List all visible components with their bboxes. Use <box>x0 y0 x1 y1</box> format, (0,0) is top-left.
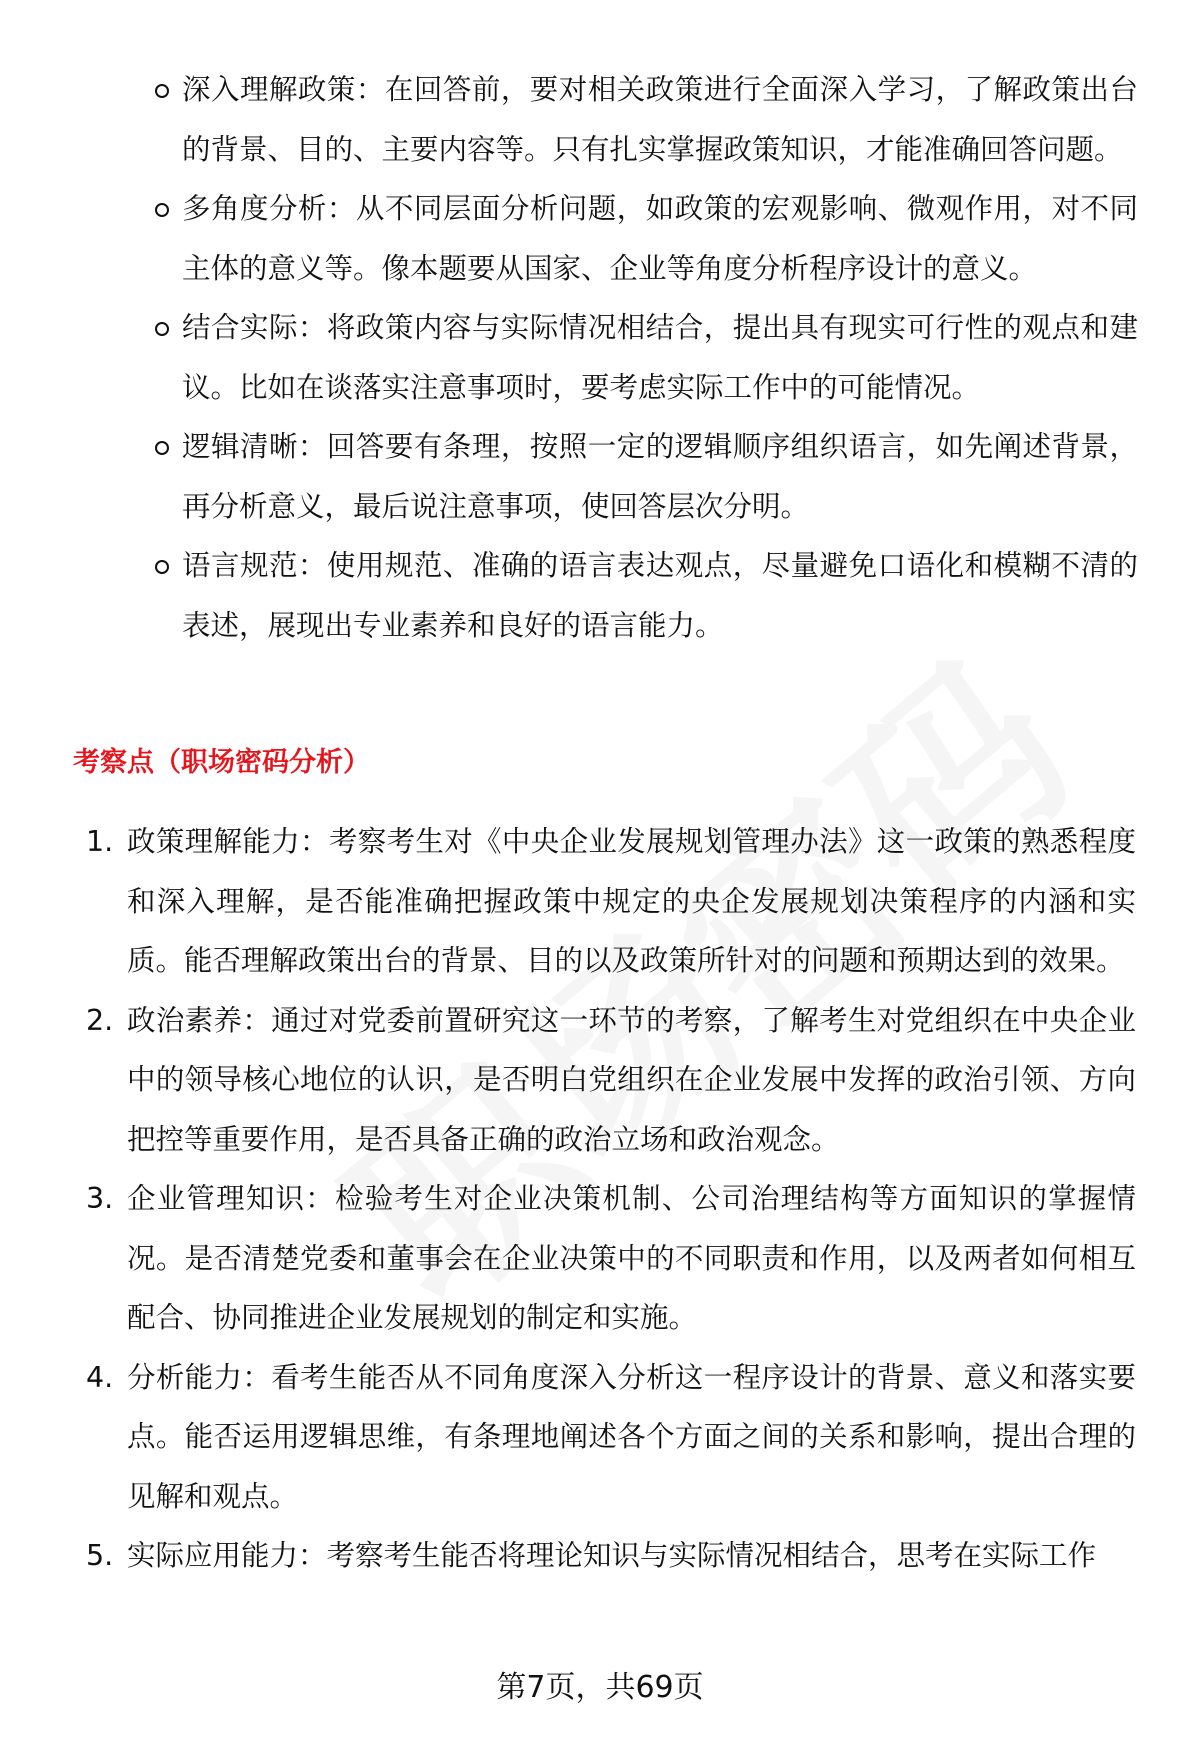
page-number: 第7页，共69页 <box>496 1670 704 1705</box>
list-item: 语言规范：使用规范、准确的语言表达观点，尽量避免口语化和模糊不清的表述，展现出专业素养和良好的语言能力。 <box>158 536 1138 655</box>
tips-list <box>158 60 1138 655</box>
circle-bullet-icon <box>155 560 169 574</box>
list-item: 3. 企业管理知识：检验考生对企业决策机制、公司治理结构等方面知识的掌握情况。是否清楚党委和董事会在企业决策中的不同职责和作用，以及两者如何相互配合、协同推进企业发展规划的制定和实施。 <box>86 1182 1136 1334</box>
circle-bullet-icon <box>155 84 169 98</box>
list-item: 4. 分析能力：看考生能否从不同角度深入分析这一程序设计的背景、意义和落实要点。能否运用逻辑思维，有条理地阐述各个方面之间的关系和影响，提出合理的见解和观点。 <box>86 1360 1136 1513</box>
section-heading: 考察点（职场密码分析） <box>73 747 370 778</box>
list-item: 多角度分析：从不同层面分析问题，如政策的宏观影响、微观作用，对不同主体的意义等。像本题要从国家、企业等角度分析程序设计的意义。 <box>158 179 1138 298</box>
list-item: 1. 政策理解能力：考察考生对《中央企业发展规划管理办法》这一政策的熟悉程度和深入理解，是否能准确把握政策中规定的央企发展规划决策程序的内涵和实质。能否理解政策出台的背景、目的以及政策所针对的问题和预期达到的效果。 <box>86 825 1136 977</box>
circle-bullet-icon <box>155 203 169 217</box>
list-item: 2. 政治素养：通过对党委前置研究这一环节的考察，了解考生对党组织在中央企业中的领导核心地位的认识，是否明白党组织在企业发展中发挥的政治引领、方向把控等重要作用，是否具备正确的政治立场和政治观念。 <box>86 1003 1136 1156</box>
list-item: 结合实际：将政策内容与实际情况相结合，提出具有现实可行性的观点和建议。比如在谈落实注意事项时，要考虑实际工作中的可能情况。 <box>158 298 1138 417</box>
list-item: 深入理解政策：在回答前，要对相关政策进行全面深入学习，了解政策出台的背景、目的、主要内容等。只有扎实掌握政策知识，才能准确回答问题。 <box>158 60 1138 179</box>
list-item: 逻辑清晰：回答要有条理，按照一定的逻辑顺序组织语言，如先阐述背景，再分析意义，最后说注意事项，使回答层次分明。 <box>158 417 1138 536</box>
list-item: 5. 实际应用能力：考察考生能否将理论知识与实际情况相结合，思考在实际工作 <box>86 1539 1097 1572</box>
assessment-points-list <box>78 812 1136 1586</box>
circle-bullet-icon <box>155 441 169 455</box>
circle-bullet-icon <box>155 322 169 336</box>
